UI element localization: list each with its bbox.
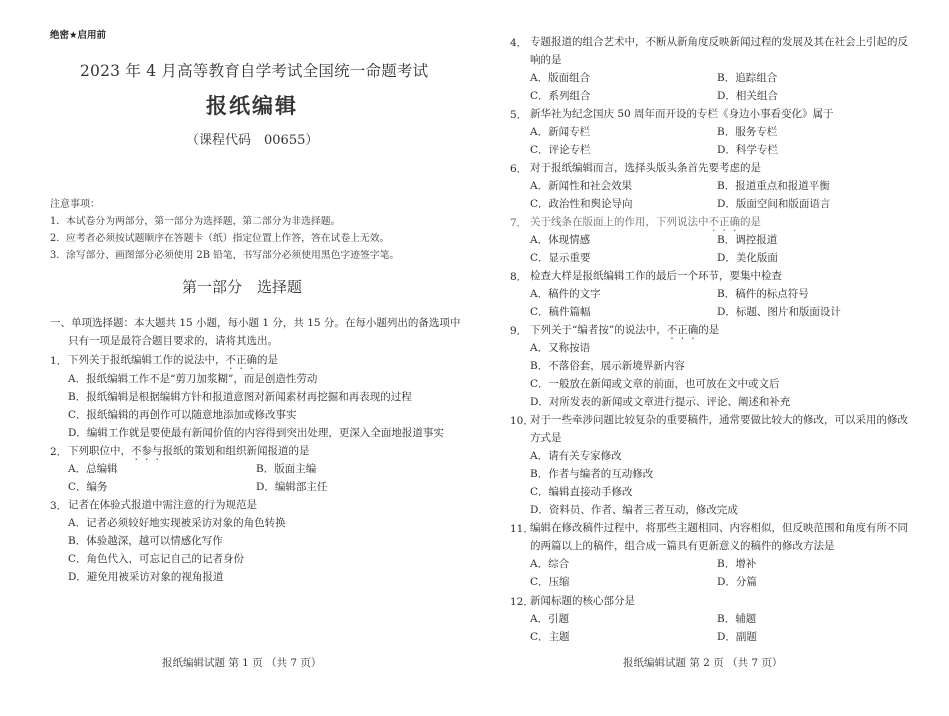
question-stem xyxy=(530,323,719,342)
option-d: D．版面空间和版面语言 xyxy=(717,198,831,210)
question-number: 3． xyxy=(50,500,68,512)
option-b: B．报道重点和报道平衡 xyxy=(717,180,830,192)
option-c: C．显示重要 xyxy=(530,252,591,264)
option-a: A．报纸编辑工作不是“剪刀加浆糊”，而是创造性劳动 xyxy=(68,373,318,385)
option-b: B．不落俗套，展示新境界新内容 xyxy=(530,360,685,372)
question-stem: 对于报纸编辑而言，选择头版头条首先要考虑的是 xyxy=(530,162,761,174)
stem-emphasis: 不正确 xyxy=(225,354,257,366)
stem-text: 关于线条在版面上的作用，下列说法中 xyxy=(530,216,709,228)
stem-emphasis: 不正确 xyxy=(708,216,740,228)
stem-text: 的是 xyxy=(698,324,720,336)
stem-text: 下列关于“编者按”的说法中， xyxy=(530,324,667,336)
option-d: D．相关组合 xyxy=(717,90,778,102)
part-title: 第一部分 选择题 xyxy=(182,278,303,296)
option-c: C．编辑直接动手修改 xyxy=(530,486,633,498)
option-b: B．服务专栏 xyxy=(717,126,778,138)
question-number: 2． xyxy=(50,446,68,458)
question-stem xyxy=(68,444,310,463)
option-d: D．编辑工作就是要使最有新闻价值的内容得到突出处理，更深入全面地报道事实 xyxy=(68,427,444,439)
option-c: C．系列组合 xyxy=(530,90,591,102)
option-b: B．稿件的标点符号 xyxy=(717,288,809,300)
page-footer: 报纸编辑试题 第 1 页 （共 7 页） xyxy=(162,657,322,669)
question-stem xyxy=(68,353,278,372)
question-stem-cont: 的两篇以上的稿件，组合成一篇具有更新意义的稿件的修改方法是 xyxy=(530,540,835,552)
notes-heading: 注意事项： xyxy=(50,199,100,210)
option-a: A．记者必须较好地实现被采访对象的角色转换 xyxy=(68,517,286,529)
option-b: B．调控报道 xyxy=(717,234,778,246)
option-d: D．资料员、作者、编者三者互动，修改完成 xyxy=(530,504,738,516)
option-a: A．总编辑 xyxy=(68,463,118,475)
option-c: C．报纸编辑的再创作可以随意地添加或修改事实 xyxy=(68,409,297,421)
option-a: A．版面组合 xyxy=(530,72,591,84)
section-intro-line-2: 只有一项是最符合题目要求的，请将其选出。 xyxy=(68,335,278,347)
question-number: 10． xyxy=(510,415,534,427)
option-a: A．新闻性和社会效果 xyxy=(530,180,633,192)
confidential-label: 绝密★启用前 xyxy=(50,30,107,41)
subject-title: 报纸编辑 xyxy=(206,94,298,118)
option-b: B．报纸编辑是根据编辑方针和报道意图对新闻素材再挖掘和再表现的过程 xyxy=(68,391,412,403)
option-b: B．追踪组合 xyxy=(717,72,778,84)
question-stem: 专题报道的组合艺术中，不断从新角度反映新闻过程的发展及其在社会上引起的反 xyxy=(530,36,908,48)
question-number: 4． xyxy=(510,37,528,49)
option-d: D．编辑部主任 xyxy=(256,481,328,493)
stem-text: 的是 xyxy=(740,216,761,228)
option-c: C．主题 xyxy=(530,631,570,643)
option-c: C．政治性和舆论导向 xyxy=(530,198,633,210)
option-a: A．引题 xyxy=(530,613,570,625)
question-number: 12． xyxy=(510,596,534,608)
option-d: D．对所发表的新闻或文章进行提示、评论、阐述和补充 xyxy=(530,396,791,408)
question-stem-cont: 响的是 xyxy=(530,54,562,66)
stem-emphasis: 不正确 xyxy=(666,324,699,336)
option-b: B．辅题 xyxy=(717,613,757,625)
option-a: A．稿件的文字 xyxy=(530,288,601,300)
question-stem: 新闻标题的核心部分是 xyxy=(530,595,635,607)
option-d: D．副题 xyxy=(717,631,757,643)
page-footer: 报纸编辑试题 第 2 页 （共 7 页） xyxy=(623,657,783,669)
question-stem: 对于一些牵涉问题比较复杂的重要稿件，通常要做比较大的修改，可以采用的修改 xyxy=(530,414,908,426)
note-item: 2．应考者必须按试题顺序在答题卡（纸）指定位置上作答，答在试卷上无效。 xyxy=(50,233,390,244)
option-b: B．增补 xyxy=(717,558,757,570)
note-item: 1．本试卷分为两部分，第一部分为选择题，第二部分为非选择题。 xyxy=(50,216,341,227)
option-a: A．又称按语 xyxy=(530,342,591,354)
option-b: B．体验越深，越可以情感化写作 xyxy=(68,535,223,547)
stem-text: 的是 xyxy=(257,354,278,366)
question-stem: 记者在体验式报道中需注意的行为规范是 xyxy=(68,499,257,511)
stem-text: 下列职位中， xyxy=(68,445,131,457)
option-c: C．角色代入，可忘记自己的记者身份 xyxy=(68,553,245,565)
option-d: D．避免用被采访对象的视角报道 xyxy=(68,571,224,583)
question-stem-cont: 方式是 xyxy=(530,432,562,444)
option-a: A．体现情感 xyxy=(530,234,591,246)
question-number: 8． xyxy=(510,271,528,283)
exam-page-2 xyxy=(475,0,949,716)
option-d: D．科学专栏 xyxy=(717,144,778,156)
option-b: B．作者与编者的互动修改 xyxy=(530,468,654,480)
option-d: D．标题、图片和版面设计 xyxy=(717,306,841,318)
stem-text: 报纸的策划和组织新闻报道的是 xyxy=(162,445,310,457)
question-stem: 检查大样是报纸编辑工作的最后一个环节，要集中检查 xyxy=(530,270,782,282)
course-code: （课程代码 00655） xyxy=(186,133,319,148)
question-stem: 编辑在修改稿件过程中，将那些主题相同、内容相似，但反映范围和角度有所不同 xyxy=(530,522,908,534)
option-d: D．美化版面 xyxy=(717,252,778,264)
option-c: C．评论专栏 xyxy=(530,144,591,156)
option-c: C．压缩 xyxy=(530,576,570,588)
stem-text: 下列关于报纸编辑工作的说法中， xyxy=(68,354,226,366)
option-a: A．新闻专栏 xyxy=(530,126,591,138)
question-stem xyxy=(530,215,761,234)
option-c: C．稿件篇幅 xyxy=(530,306,591,318)
section-intro-line-1: 一、单项选择题：本大题共 15 小题，每小题 1 分，共 15 分。在每小题列出的备选项中 xyxy=(50,317,461,329)
question-number: 6． xyxy=(510,163,528,175)
option-a: A．请有关专家修改 xyxy=(530,450,622,462)
option-c: C．一般放在新闻或文章的前面，也可放在文中或文后 xyxy=(530,378,780,390)
question-number: 1． xyxy=(50,355,68,367)
option-a: A．综合 xyxy=(530,558,570,570)
stem-emphasis: 不参与 xyxy=(131,445,163,457)
option-b: B．版面主编 xyxy=(256,463,317,475)
option-d: D．分篇 xyxy=(717,576,757,588)
exam-title: 2023 年 4 月高等教育自学考试全国统一命题考试 xyxy=(80,62,429,80)
question-number: 11． xyxy=(510,523,534,535)
question-number: 5． xyxy=(510,109,528,121)
option-c: C．编务 xyxy=(68,481,108,493)
question-number: 7． xyxy=(510,217,528,229)
question-number: 9． xyxy=(510,325,528,337)
question-stem: 新华社为纪念国庆 50 周年而开设的专栏《身边小事看变化》属于 xyxy=(530,108,834,120)
note-item: 3．涂写部分、画图部分必须使用 2B 铅笔，书写部分必须使用黑色字迹签字笔。 xyxy=(50,250,400,261)
